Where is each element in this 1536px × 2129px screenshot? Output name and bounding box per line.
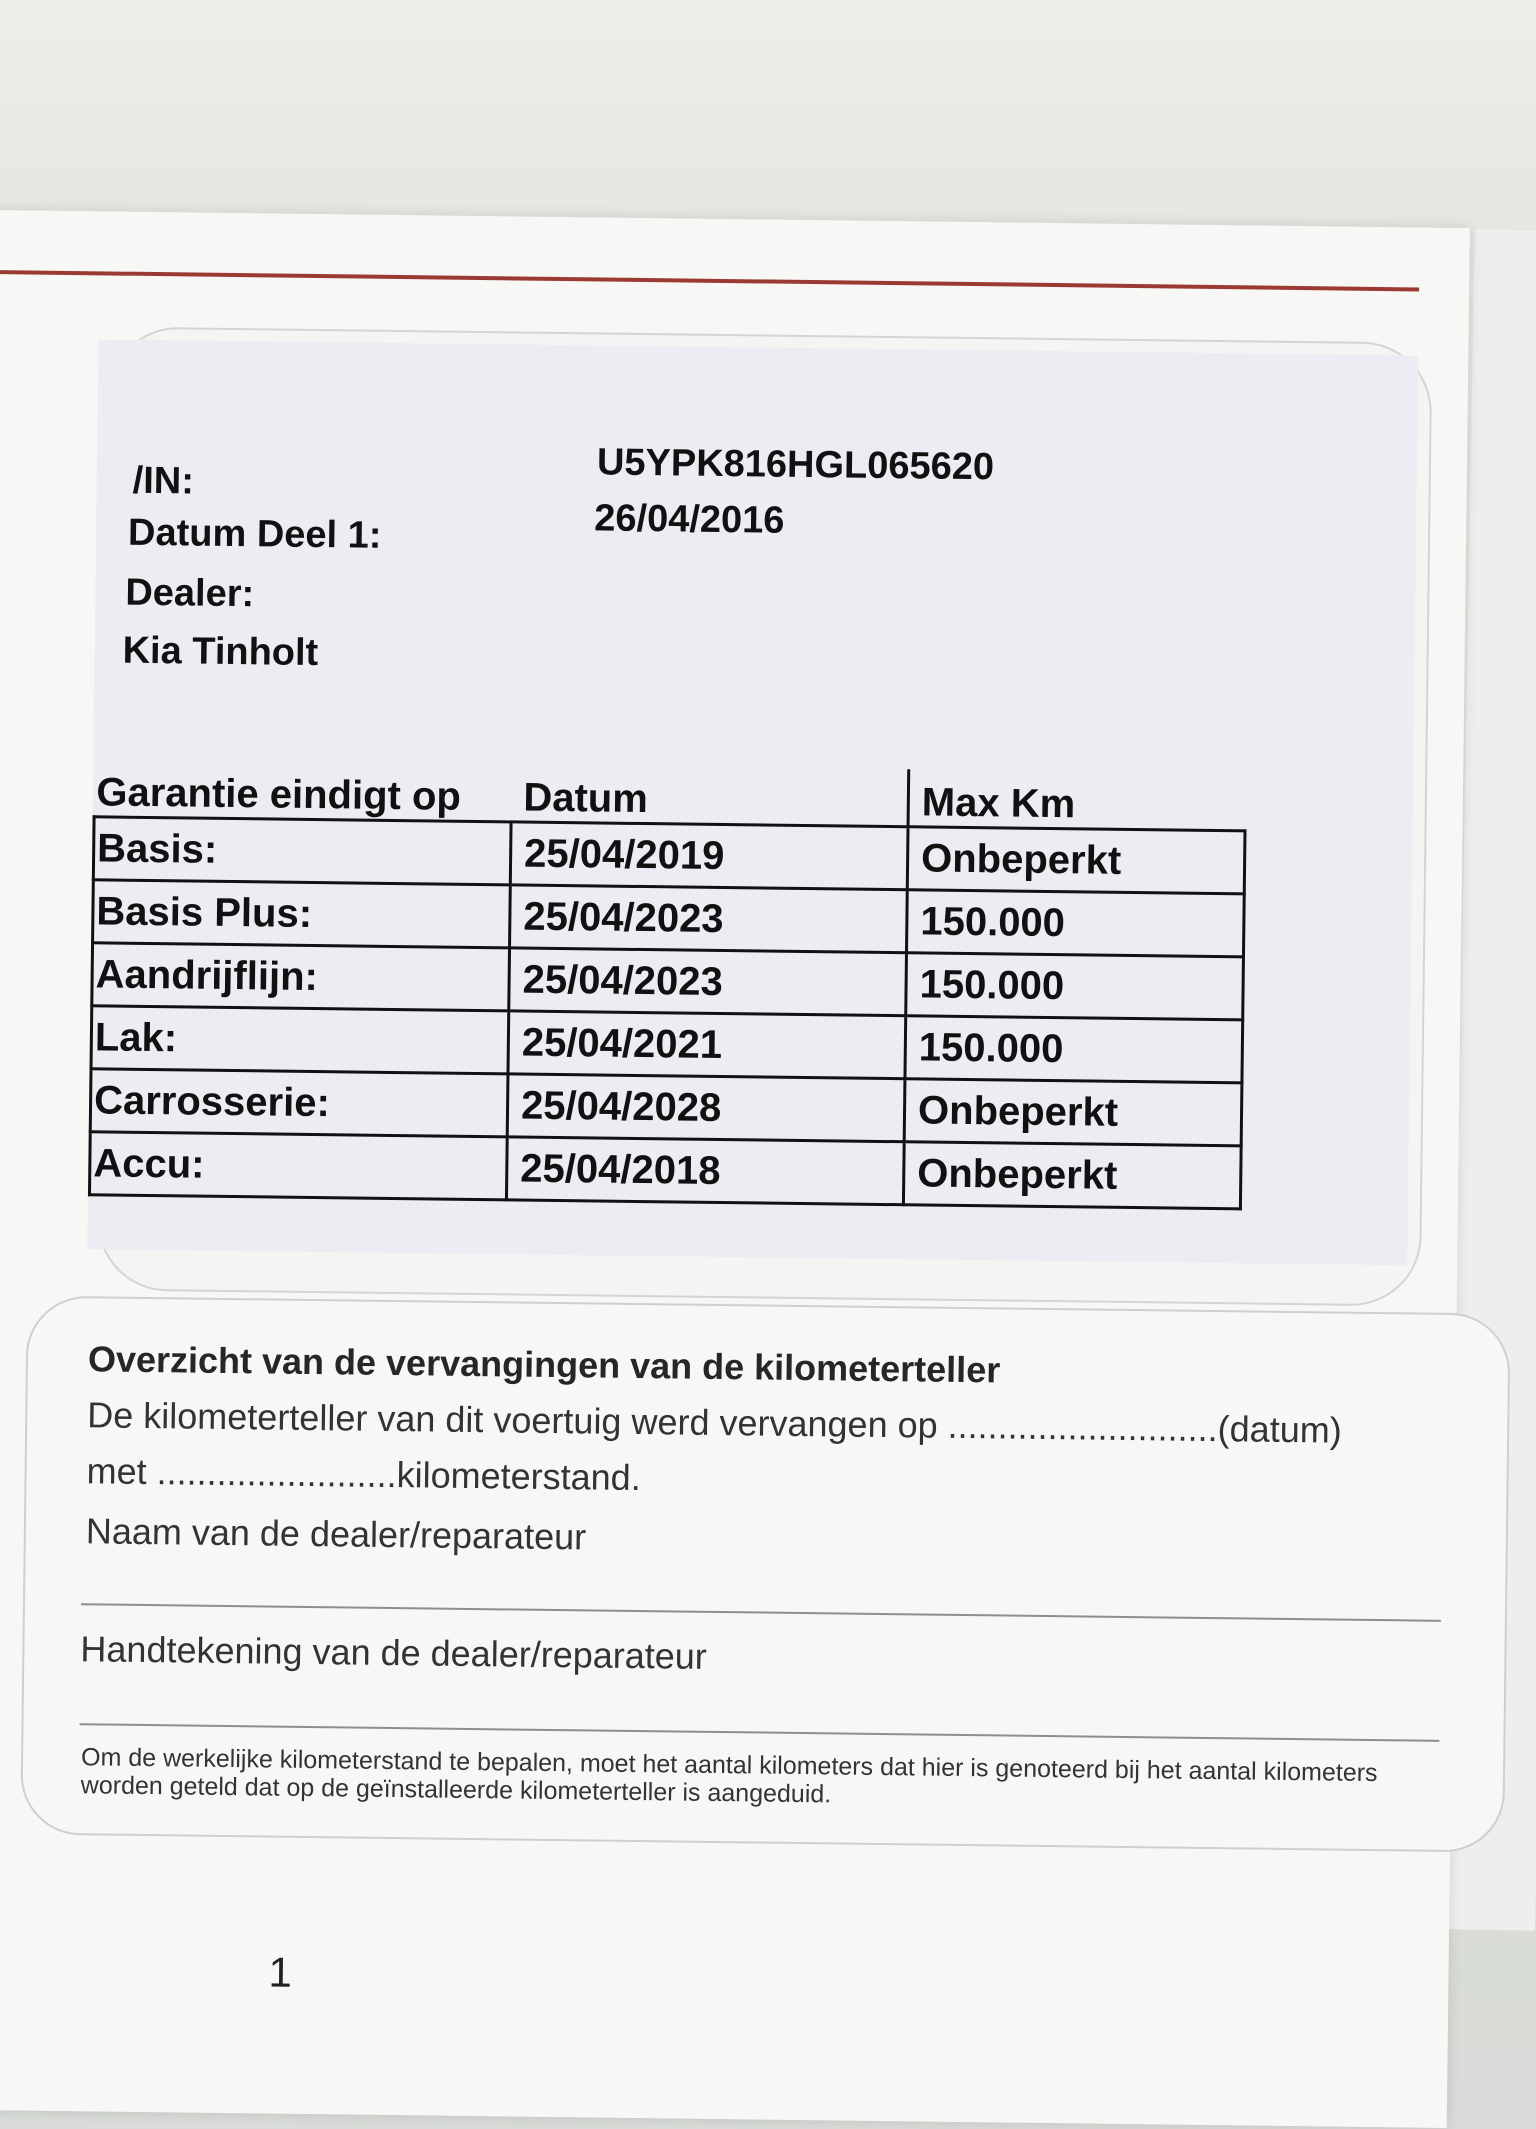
page-number: 1 <box>268 1948 293 1996</box>
max-km: Onbeperkt <box>903 1142 1241 1209</box>
max-km: 150.000 <box>906 890 1244 957</box>
odometer-note: Om de werkelijke kilometerstand te bepalen, moet het aantal kilometers dat hier is genoteerd bij het aantal kilometers worden geteld dat op de geïnstalleerde kilometerteller is aangeduid. <box>80 1743 1378 1809</box>
end-date: 25/04/2023 <box>510 885 908 953</box>
warranty-sticker <box>87 339 1418 1265</box>
signature-line[interactable] <box>79 1723 1439 1742</box>
max-km: Onbeperkt <box>907 827 1245 894</box>
coverage-name: Basis: <box>93 817 511 885</box>
max-km: 150.000 <box>905 1016 1243 1083</box>
end-date: 25/04/2023 <box>509 948 907 1016</box>
dealer-name-line[interactable] <box>81 1603 1441 1622</box>
vin-label: /IN: <box>132 459 195 503</box>
date-part1-label: Datum Deel 1: <box>127 511 382 557</box>
header-rule <box>0 270 1419 291</box>
vin-value: U5YPK816HGL065620 <box>596 441 995 489</box>
coverage-name: Basis Plus: <box>93 880 511 948</box>
end-date: 25/04/2021 <box>508 1011 906 1079</box>
coverage-name: Lak: <box>91 1006 509 1074</box>
odometer-reading-line: met ........................kilometerstand. <box>86 1450 641 1499</box>
end-date: 25/04/2028 <box>507 1074 905 1142</box>
end-date: 25/04/2018 <box>506 1137 904 1205</box>
table-row <box>89 1132 1241 1209</box>
max-km: 150.000 <box>906 953 1244 1020</box>
dealer-label: Dealer: <box>125 571 255 616</box>
header-cell: Garantie eindigt op <box>96 770 462 819</box>
header-cell: Datum <box>523 775 649 822</box>
warranty-table <box>88 759 1247 1210</box>
max-km: Onbeperkt <box>904 1079 1242 1146</box>
booklet-page <box>0 210 1470 2128</box>
dealer-name: Kia Tinholt <box>122 629 319 675</box>
header-cell: Max Km <box>908 769 1246 831</box>
odometer-replaced-line: De kilometerteller van dit voertuig werd vervangen op ...........................(datum) <box>87 1394 1342 1451</box>
odometer-replacement-box <box>20 1296 1510 1853</box>
coverage-name: Carrosserie: <box>90 1069 508 1137</box>
signature-field-label: Handtekening van de dealer/reparateur <box>80 1628 708 1677</box>
end-date: 25/04/2019 <box>510 822 908 890</box>
coverage-name: Aandrijflijn: <box>92 943 510 1011</box>
coverage-name: Accu: <box>89 1132 507 1200</box>
date-part1-value: 26/04/2016 <box>594 497 785 542</box>
odometer-section-title: Overzicht van de vervangingen van de kilometerteller <box>87 1338 1001 1391</box>
dealer-name-field-label: Naam van de dealer/reparateur <box>85 1510 587 1558</box>
